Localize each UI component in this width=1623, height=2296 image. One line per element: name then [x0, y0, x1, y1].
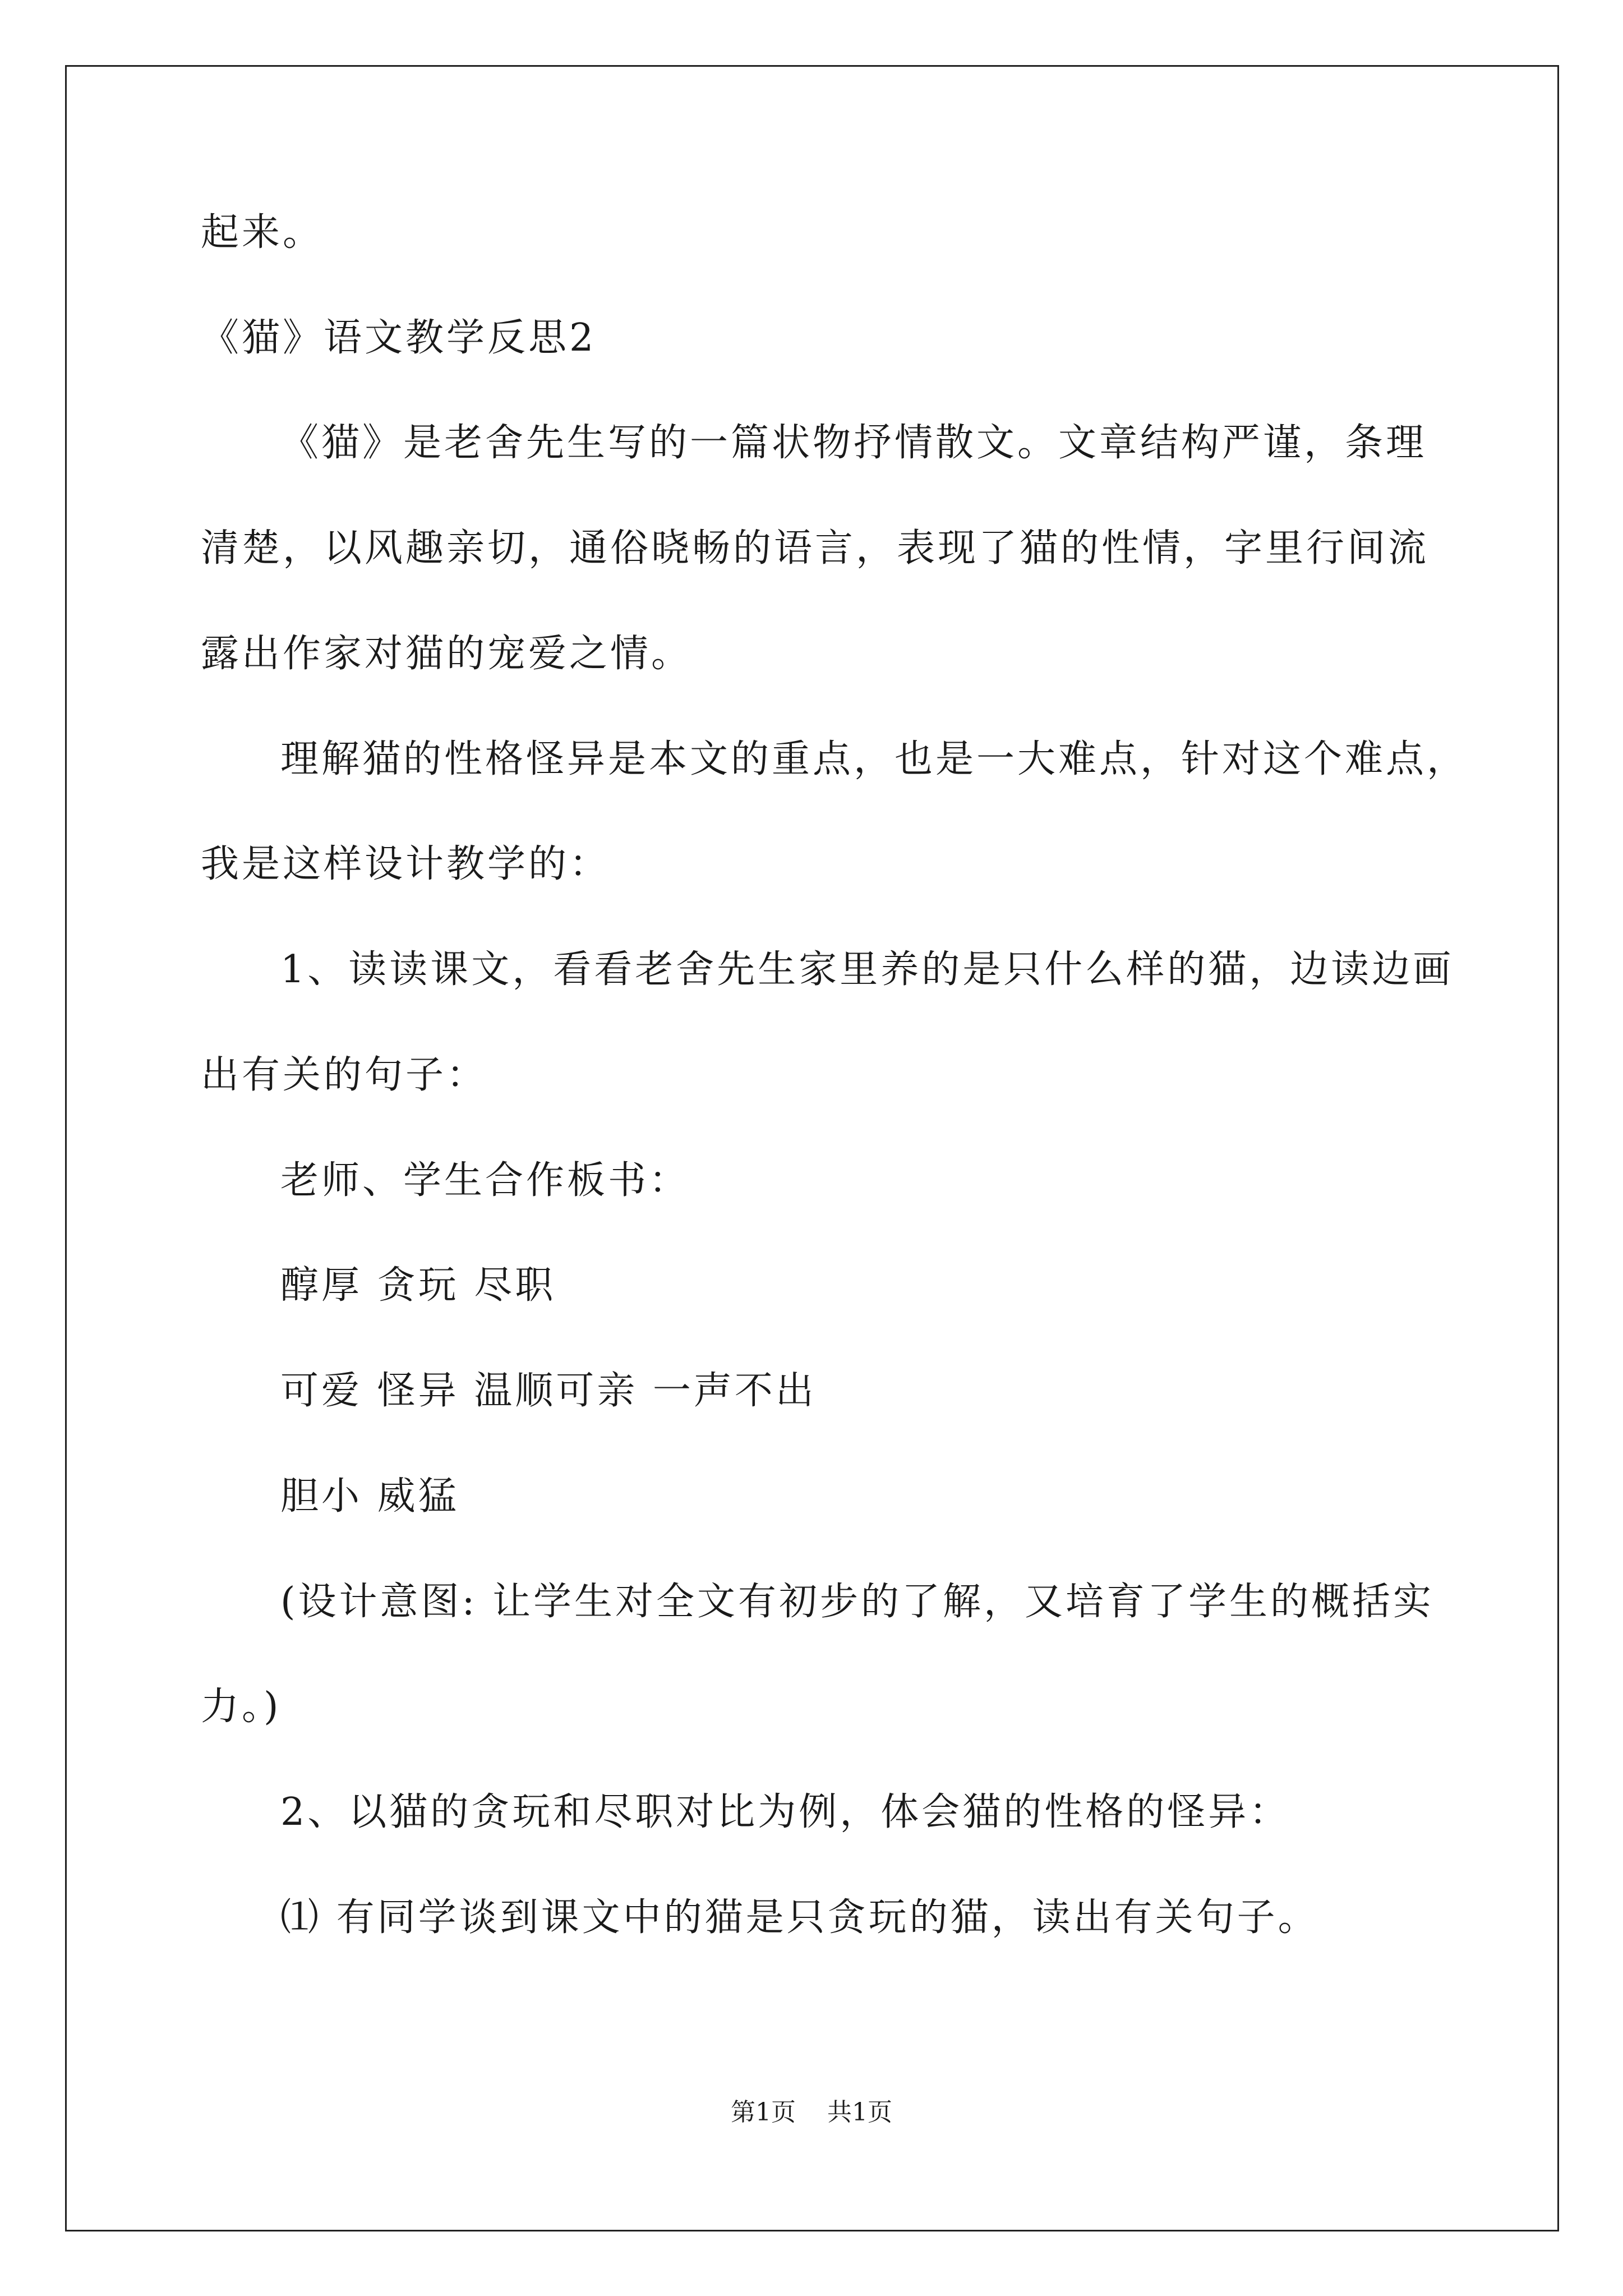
list-item-line: 2、以猫的贪玩和尽职对比为例，体会猫的性格的怪异：: [280, 1790, 1290, 1834]
sub-item-line: ⑴ 有同学谈到课文中的猫是只贪玩的猫，读出有关句子。: [280, 1895, 1319, 1940]
list-item-line: 出有关的句子：: [201, 1053, 488, 1097]
text-line-continuation: 起来。: [201, 210, 324, 255]
section-heading: 《猫》语文教学反思2: [201, 316, 597, 360]
board-notes-line: 可爱 怪异 温顺可亲 一声不出: [280, 1369, 817, 1413]
paragraph-line: 《猫》是老舍先生写的一篇状物抒情散文。文章结构严谨，条理: [280, 421, 1427, 465]
paragraph-line: 清楚，以风趣亲切，通俗晓畅的语言，表现了猫的性情，字里行间流: [201, 526, 1430, 570]
list-item-line: 1、读读课文，看看老舍先生家里养的是只什么样的猫，边读边画: [280, 947, 1454, 992]
page-footer: 第1页 共1页: [731, 2098, 892, 2127]
board-notes-line: 胆小 威猛: [280, 1474, 459, 1519]
design-intent-line: 力。): [201, 1685, 282, 1729]
paragraph-line: 老师、学生合作板书：: [280, 1158, 690, 1203]
board-notes-line: 醇厚 贪玩 尽职: [280, 1263, 556, 1308]
design-intent-line: (设计意图: 让学生对全文有初步的了解，又培育了学生的概括实: [280, 1580, 1435, 1624]
paragraph-line: 露出作家对猫的宠爱之情。: [201, 632, 693, 676]
paragraph-line: 理解猫的性格怪异是本文的重点，也是一大难点，针对这个难点，: [280, 737, 1468, 781]
paragraph-line: 我是这样设计教学的：: [201, 842, 611, 886]
